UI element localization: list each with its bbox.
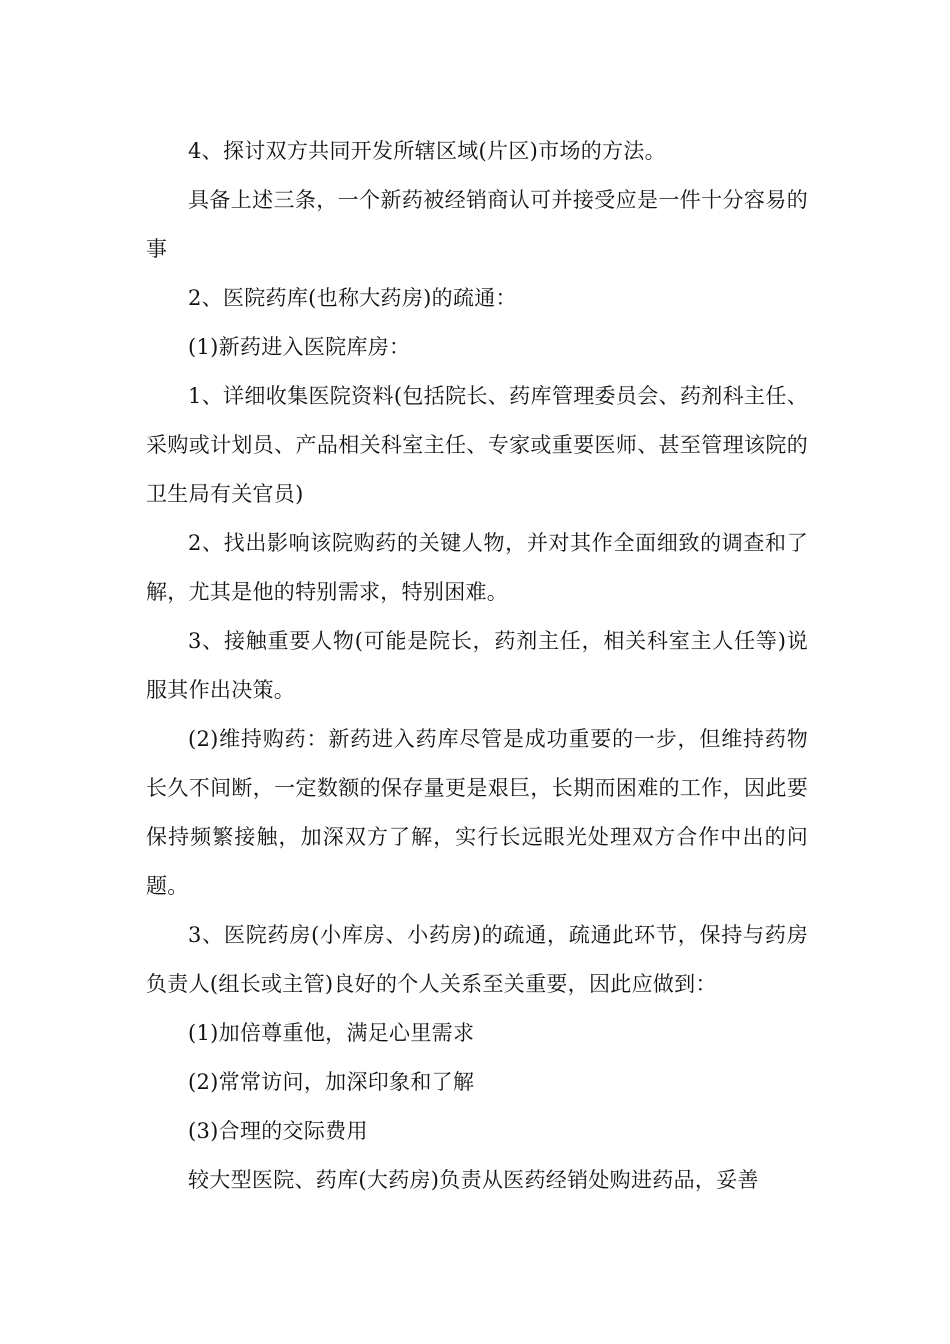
paragraph-expenses: (3)合理的交际费用 [188, 1119, 368, 1143]
paragraph-hospital-pharmacy-heading: 2、医院药库(也称大药房)的疏通： [188, 286, 517, 310]
paragraph-visit: (2)常常访问，加深印象和了解 [188, 1070, 475, 1094]
paragraph-respect: (1)加倍尊重他，满足心里需求 [188, 1021, 475, 1045]
document-body [146, 127, 808, 1205]
paragraph-discuss-market: 4、探讨双方共同开发所辖区域(片区)市场的方法。 [188, 139, 666, 163]
paragraph-collect-info: 1、详细收集医院资料(包括院长、药库管理委员会、药剂科主任、采购或计划员、产品相关科室主任、专家或重要医师、甚至管理该院的卫生局有关官员) [146, 384, 808, 506]
paragraph-key-person: 2、找出影响该院购药的关键人物，并对其作全面细致的调查和了解，尤其是他的特别需求，特别困难。 [146, 531, 808, 604]
paragraph-large-hospital: 较大型医院、药库(大药房)负责从医药经销处购进药品，妥善 [188, 1168, 759, 1192]
paragraph-new-drug-entry: (1)新药进入医院库房： [188, 335, 411, 359]
paragraph-small-pharmacy: 3、医院药房(小库房、小药房)的疏通，疏通此环节，保持与药房负责人(组长或主管)良好的个人关系至关重要，因此应做到： [146, 923, 808, 996]
paragraph-three-conditions: 具备上述三条，一个新药被经销商认可并接受应是一件十分容易的事 [146, 188, 808, 261]
paragraph-maintain-purchase: (2)维持购药：新药进入药库尽管是成功重要的一步，但维持药物长久不间断，一定数额的保存量更是艰巨，长期而困难的工作，因此要保持频繁接触，加深双方了解，实行长远眼光处理双方合作中出的问题。 [146, 727, 808, 898]
paragraph-contact-important: 3、接触重要人物(可能是院长，药剂主任，相关科室主人任等)说服其作出决策。 [146, 629, 808, 702]
